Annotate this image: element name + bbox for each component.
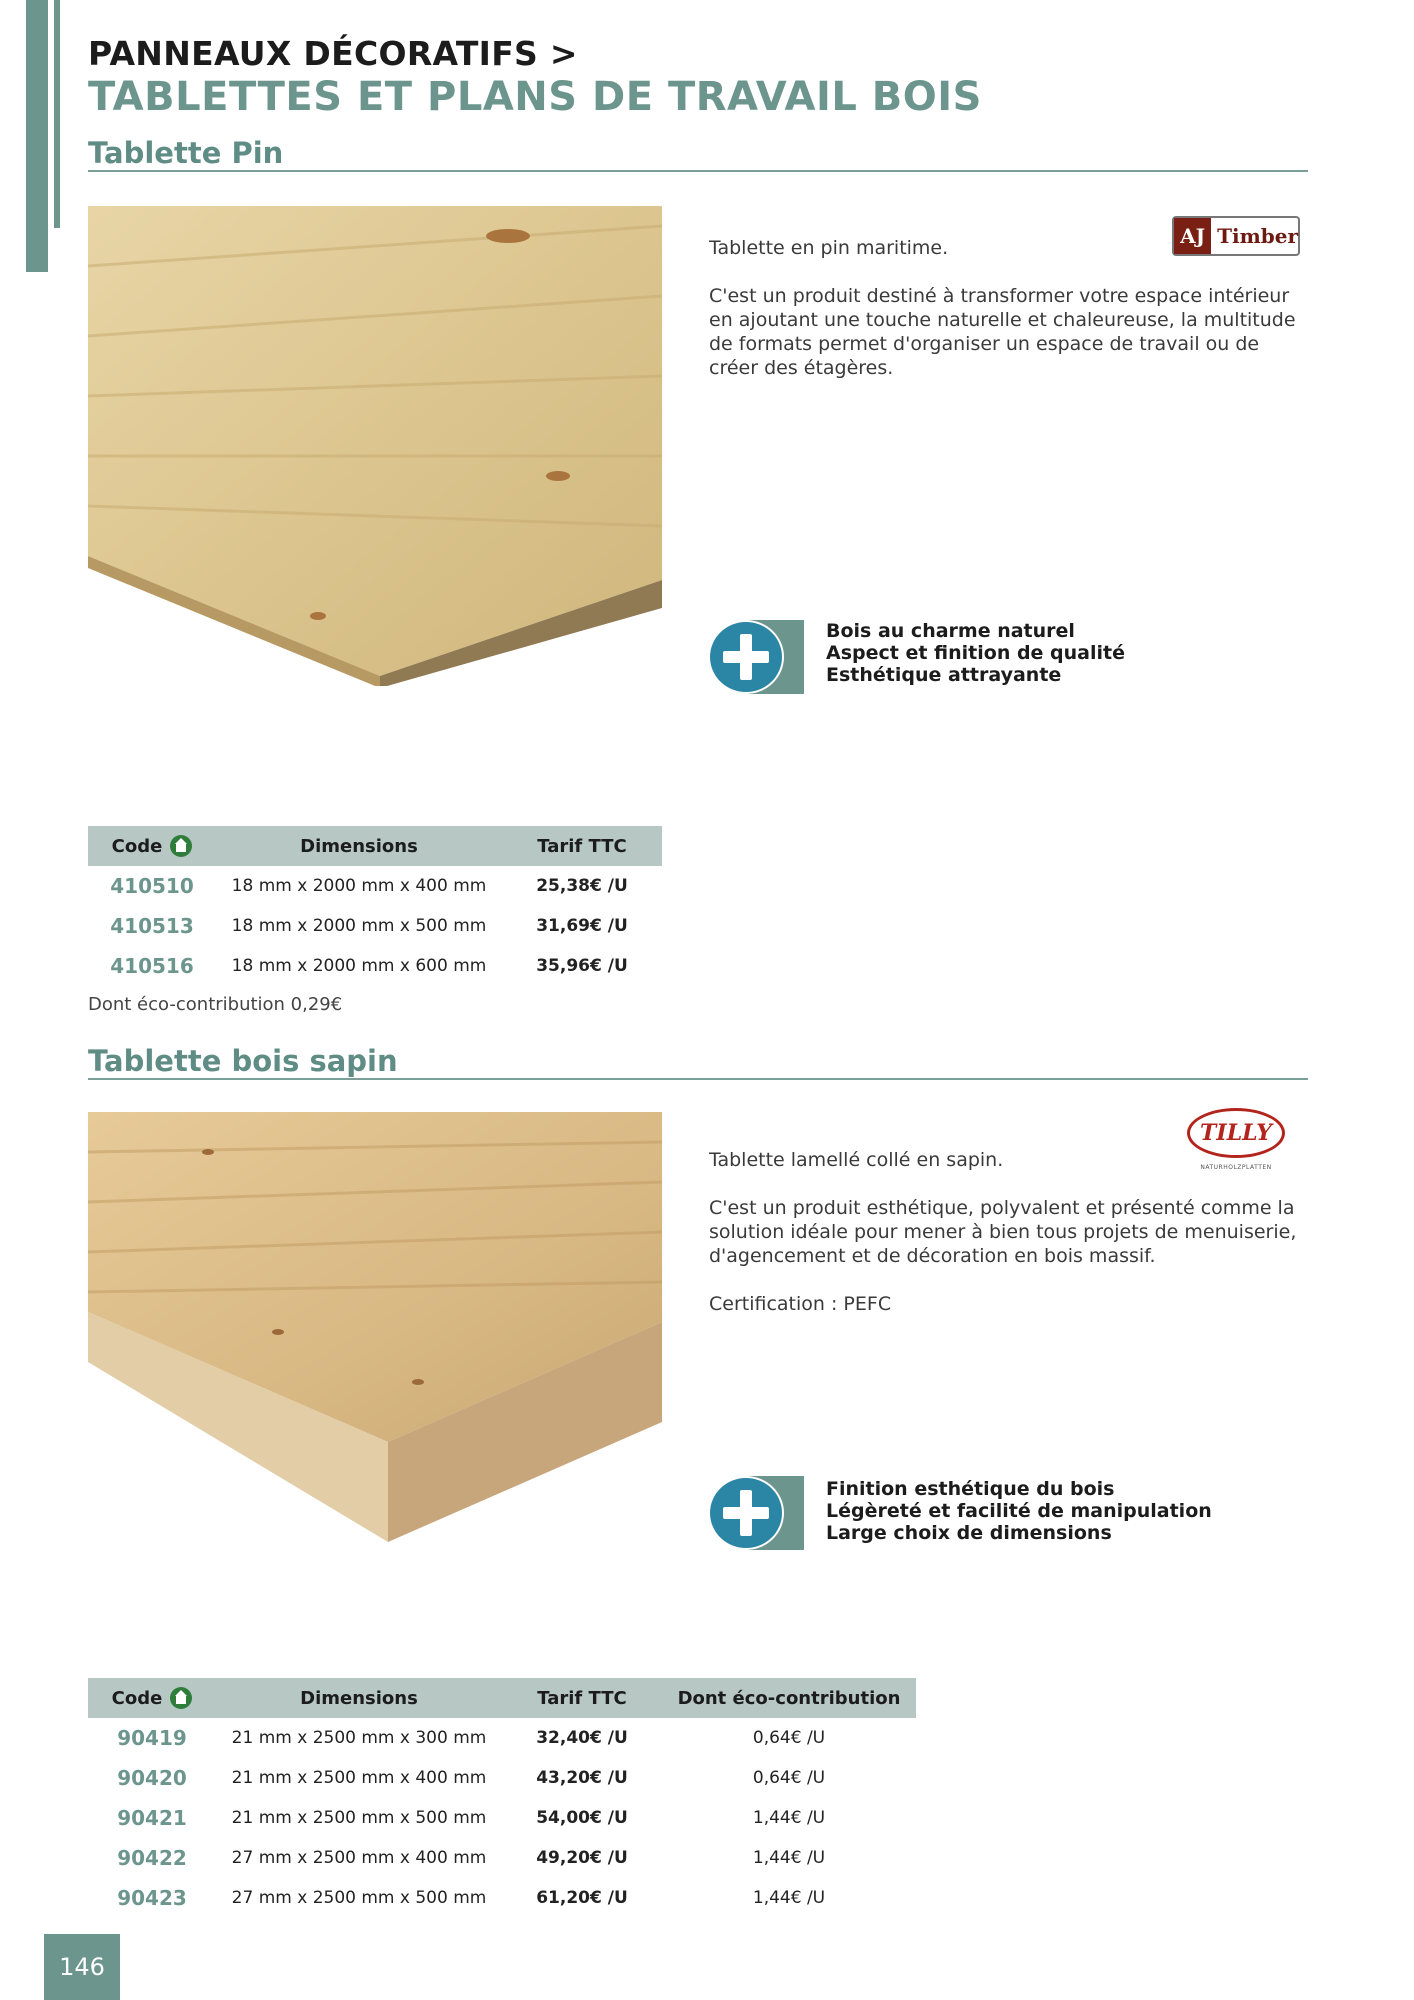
product-eco-contribution: 0,64€ /U xyxy=(752,1768,826,1788)
column-header-code: Code xyxy=(88,1678,216,1718)
section-divider xyxy=(88,170,1308,172)
benefits-list xyxy=(826,1478,1212,1544)
product-code: 90419 xyxy=(117,1726,187,1750)
benefit-item: Large choix de dimensions xyxy=(826,1522,1112,1544)
description-paragraph: C'est un produit destiné à transformer votre espace intérieur en ajoutant une touche naturelle et chaleureuse, la multitude de formats permet d'organiser un espace de travail ou de créer des étagères. xyxy=(709,285,1296,379)
benefit-item: Légèreté et facilité de manipulation xyxy=(826,1500,1212,1522)
breadcrumb: PANNEAUX DÉCORATIFS > xyxy=(88,34,578,73)
product-code: 410513 xyxy=(110,914,194,938)
product-price: 43,20€ /U xyxy=(536,1768,628,1788)
product-price: 31,69€ /U xyxy=(536,916,628,936)
product-dimensions: 18 mm x 2000 mm x 500 mm xyxy=(231,916,487,936)
benefits-list xyxy=(826,620,1125,686)
accent-bar-thin xyxy=(54,0,60,228)
column-header-price: Tarif TTC xyxy=(502,1678,662,1718)
column-header-dimensions: Dimensions xyxy=(216,1678,502,1718)
product-dimensions: 18 mm x 2000 mm x 400 mm xyxy=(231,876,487,896)
table-row xyxy=(88,1878,916,1918)
product-dimensions: 21 mm x 2500 mm x 300 mm xyxy=(231,1728,487,1748)
plus-icon xyxy=(708,620,784,694)
product-eco-contribution: 1,44€ /U xyxy=(752,1848,826,1868)
product-code: 410516 xyxy=(110,954,194,978)
product-price: 35,96€ /U xyxy=(536,956,628,976)
price-table-fir xyxy=(88,1678,916,1918)
benefit-item: Finition esthétique du bois xyxy=(826,1478,1115,1500)
product-dimensions: 27 mm x 2500 mm x 400 mm xyxy=(231,1848,487,1868)
table-row xyxy=(88,1718,916,1758)
page-title: TABLETTES ET PLANS DE TRAVAIL BOIS xyxy=(88,74,982,120)
product-code: 90423 xyxy=(117,1886,187,1910)
product-dimensions: 27 mm x 2500 mm x 500 mm xyxy=(231,1888,487,1908)
column-header-dimensions: Dimensions xyxy=(216,826,502,866)
plus-icon xyxy=(708,1476,784,1550)
section-title-fir: Tablette bois sapin xyxy=(88,1044,398,1078)
table-row xyxy=(88,1798,916,1838)
product-price: 25,38€ /U xyxy=(536,876,628,896)
product-image-fir-shelf xyxy=(88,1112,662,1592)
product-eco-contribution: 1,44€ /U xyxy=(752,1888,826,1908)
brand-name: TILLY xyxy=(1187,1108,1285,1158)
accent-bar xyxy=(26,0,48,272)
price-table-pin xyxy=(88,826,662,986)
product-image-pine-shelf xyxy=(88,206,662,686)
product-eco-contribution: 0,64€ /U xyxy=(752,1728,826,1748)
benefits-plus-badge xyxy=(708,1476,804,1550)
product-code: 90422 xyxy=(117,1846,187,1870)
column-header-code: Code xyxy=(88,826,216,866)
product-code: 90421 xyxy=(117,1806,187,1830)
product-price: 49,20€ /U xyxy=(536,1848,628,1868)
description-line: Tablette en pin maritime. xyxy=(709,237,949,259)
benefit-item: Esthétique attrayante xyxy=(826,664,1062,686)
brand-tagline: NATURHOLZPLATTEN xyxy=(1200,1164,1272,1171)
product-dimensions: 18 mm x 2000 mm x 600 mm xyxy=(231,956,487,976)
product-description xyxy=(709,236,1309,404)
page-number: 146 xyxy=(44,1934,120,2000)
brand-mark: AJ xyxy=(1174,218,1211,254)
brand-name: Timber xyxy=(1217,224,1298,248)
benefits-plus-badge xyxy=(708,620,804,694)
eco-contribution-note: Dont éco-contribution 0,29€ xyxy=(88,994,343,1015)
column-header-eco-contribution: Dont éco-contribution xyxy=(662,1678,916,1718)
table-row xyxy=(88,906,662,946)
benefit-item: Bois au charme naturel xyxy=(826,620,1075,642)
description-paragraph: C'est un produit esthétique, polyvalent et présenté comme la solution idéale pour mener à bien tous projets de menuiserie, d'agencement et de décoration en bois massif. xyxy=(709,1197,1297,1267)
product-price: 54,00€ /U xyxy=(536,1808,628,1828)
product-dimensions: 21 mm x 2500 mm x 400 mm xyxy=(231,1768,487,1788)
product-code: 410510 xyxy=(110,874,194,898)
product-description xyxy=(709,1148,1309,1340)
product-price: 32,40€ /U xyxy=(536,1728,628,1748)
section-divider xyxy=(88,1078,1308,1080)
table-row xyxy=(88,1758,916,1798)
product-eco-contribution: 1,44€ /U xyxy=(752,1808,826,1828)
eco-house-icon xyxy=(170,1687,192,1709)
table-row xyxy=(88,946,662,986)
certification: Certification : PEFC xyxy=(709,1293,892,1315)
description-line: Tablette lamellé collé en sapin. xyxy=(709,1149,1004,1171)
product-code: 90420 xyxy=(117,1766,187,1790)
table-row xyxy=(88,866,662,906)
product-price: 61,20€ /U xyxy=(536,1888,628,1908)
eco-house-icon xyxy=(170,835,192,857)
table-row xyxy=(88,1838,916,1878)
section-title-pin: Tablette Pin xyxy=(88,136,284,170)
product-dimensions: 21 mm x 2500 mm x 500 mm xyxy=(231,1808,487,1828)
column-header-price: Tarif TTC xyxy=(502,826,662,866)
benefit-item: Aspect et finition de qualité xyxy=(826,642,1125,664)
